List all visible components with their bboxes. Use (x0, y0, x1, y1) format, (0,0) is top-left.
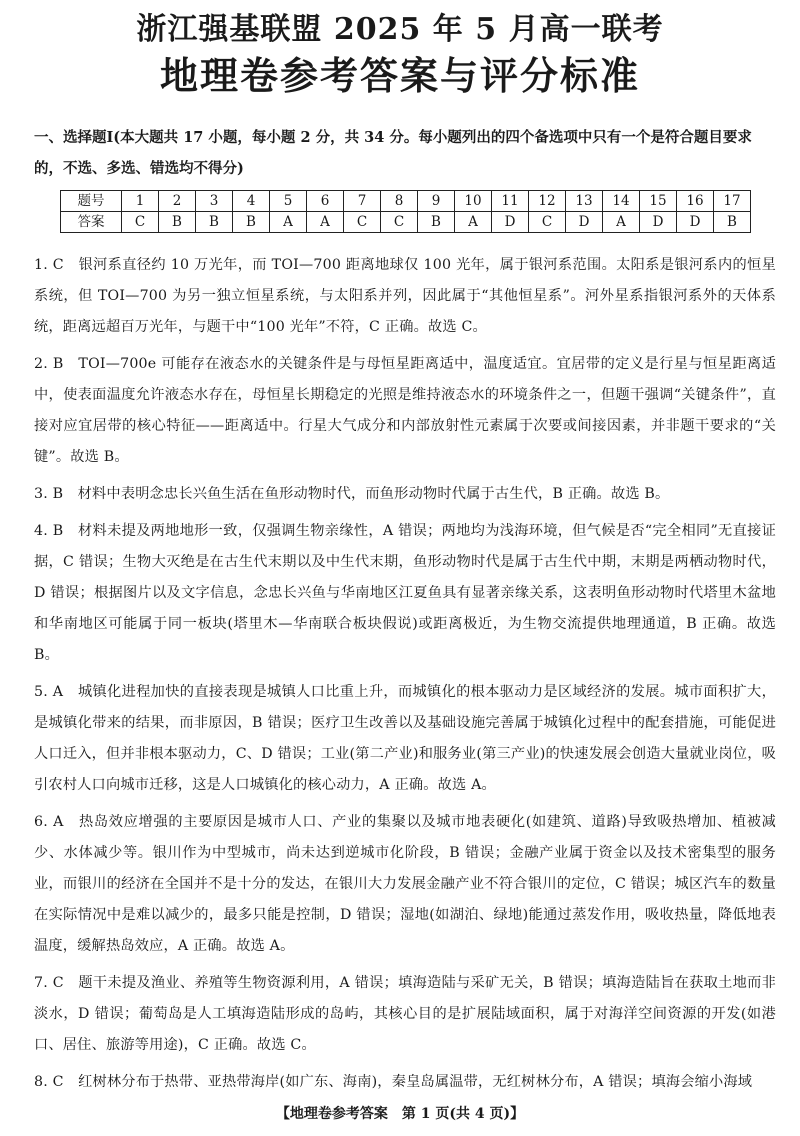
question-number-cell: 4 (233, 191, 270, 212)
question-number-cell: 1 (122, 191, 159, 212)
question-number-cell: 7 (344, 191, 381, 212)
answer-cell: C (381, 212, 418, 233)
answer-cell: B (159, 212, 196, 233)
answer-row (61, 212, 751, 233)
question-number-cell: 6 (307, 191, 344, 212)
answer-cell: A (270, 212, 307, 233)
question-number-cell: 15 (640, 191, 677, 212)
exam-title: 浙江强基联盟 2025 年 5 月高一联考 (136, 12, 664, 47)
document-title: 地理卷参考答案与评分标准 (159, 53, 640, 98)
question-number-cell: 14 (603, 191, 640, 212)
answer-cell: B (233, 212, 270, 233)
question-number-cell: 17 (714, 191, 751, 212)
answer-cell: B (714, 212, 751, 233)
explanation-1: 1. C 银河系直径约 10 万光年，而 TOI—700 距离地球仅 100 光年，属于银河系范围。太阳系是银河系内的恒星系统，但 TOI—700 为另一独立恒星系统，与太阳系并列，因此属于“其他恒星系”。河外星系指银河系外的天体系统，距离远超百万光年，与题干中“100 光年”不符，C 正确。故选 C。 (34, 257, 776, 335)
answer-cell: C (529, 212, 566, 233)
answer-table (60, 190, 751, 233)
row-label-number: 题号 (61, 191, 122, 212)
explanation-5: 5. A 城镇化进程加快的直接表现是城镇人口比重上升，而城镇化的根本驱动力是区域经济的发展。城市面积扩大，是城镇化带来的结果，而非原因，B 错误；医疗卫生改善以及基础设施完善属于城镇化过程中的配套措施，可能促进人口迁入，但并非根本驱动力，C、D 错误；工业(第二产业)和服务业(第三产业)的快速发展会创造大量就业岗位，吸引农村人口向城市迁移，这是人口城镇化的核心动力，A 正确。故选 A。 (34, 684, 776, 793)
row-label-answer: 答案 (61, 212, 122, 233)
answer-cell: A (307, 212, 344, 233)
question-number-cell: 8 (381, 191, 418, 212)
question-number-cell: 10 (455, 191, 492, 212)
answer-cell: B (418, 212, 455, 233)
question-number-cell: 11 (492, 191, 529, 212)
answer-cell: D (492, 212, 529, 233)
question-number-cell: 16 (677, 191, 714, 212)
question-number-cell: 3 (196, 191, 233, 212)
explanations (34, 250, 776, 1104)
answer-cell: A (455, 212, 492, 233)
section-instructions: 一、选择题Ⅰ(本大题共 17 小题，每小题 2 分，共 34 分。每小题列出的四个备选项中只有一个是符合题目要求的，不选、多选、错选均不得分) (34, 129, 752, 177)
answer-cell: D (677, 212, 714, 233)
question-number-cell: 12 (529, 191, 566, 212)
explanation-3: 3. B 材料中表明念忠长兴鱼生活在鱼形动物时代，而鱼形动物时代属于古生代，B 正确。故选 B。 (34, 486, 670, 502)
answer-cell: D (640, 212, 677, 233)
page-footer: 【地理卷参考答案 第 1 页(共 4 页)】 (275, 1106, 525, 1122)
explanation-4: 4. B 材料未提及两地地形一致，仅强调生物亲缘性，A 错误；两地均为浅海环境，但气候是否“完全相同”无直接证据，C 错误；生物大灭绝是在古生代末期以及中生代末期，鱼形动物时代是属于古生代中期，末期是两栖动物时代，D 错误；根据图片以及文字信息，念忠长兴鱼与华南地区江夏鱼具有显著亲缘关系，这表明鱼形动物时代塔里木盆地和华南地区可能属于同一板块(塔里木—华南联合板块假说)或距离极近，为生物交流提供地理通道，B 正确。故选 B。 (34, 523, 776, 663)
question-number-cell: 5 (270, 191, 307, 212)
answer-cell: C (122, 212, 159, 233)
answer-cell: A (603, 212, 640, 233)
explanation-8: 8. C 红树林分布于热带、亚热带海岸(如广东、海南)，秦皇岛属温带，无红树林分布，A 错误；填海会缩小海域 (34, 1074, 753, 1090)
question-number-cell: 2 (159, 191, 196, 212)
explanation-7: 7. C 题干未提及渔业、养殖等生物资源利用，A 错误；填海造陆与采矿无关，B 错误；填海造陆旨在获取土地而非淡水，D 错误；葡萄岛是人工填海造陆形成的岛屿，其核心目的是扩展陆域面积，属于对海洋空间资源的开发(如港口、居住、旅游等用途)，C 正确。故选 C。 (34, 975, 776, 1053)
question-number-cell: 9 (418, 191, 455, 212)
question-number-cell: 13 (566, 191, 603, 212)
answer-cell: D (566, 212, 603, 233)
explanation-6: 6. A 热岛效应增强的主要原因是城市人口、产业的集聚以及城市地表硬化(如建筑、道路)导致吸热增加、植被减少、水体减少等。银川作为中型城市，尚未达到逆城市化阶段，B 错误；金融产业属于资金以及技术密集型的服务业，而银川的经济在全国并不是十分的发达，在银川大力发展金融产业不符合银川的定位，C 错误；城区汽车的数量在实际情况中是难以减少的，最多只能是控制，D 错误；湿地(如湖泊、绿地)能通过蒸发作用，吸收热量，降低地表温度，缓解热岛效应，A 正确。故选 A。 (34, 814, 776, 954)
answer-cell: C (344, 212, 381, 233)
question-number-row (61, 191, 751, 212)
answer-cell: B (196, 212, 233, 233)
explanation-2: 2. B TOI—700e 可能存在液态水的关键条件是与母恒星距离适中，温度适宜。宜居带的定义是行星与恒星距离适中，使表面温度允许液态水存在，母恒星长期稳定的光照是维持液态水的环境条件之一，但题干强调“关键条件”，直接对应宜居带的核心特征——距离适中。行星大气成分和内部放射性元素属于次要或间接因素，并非题干要求的“关键”。故选 B。 (34, 356, 776, 465)
